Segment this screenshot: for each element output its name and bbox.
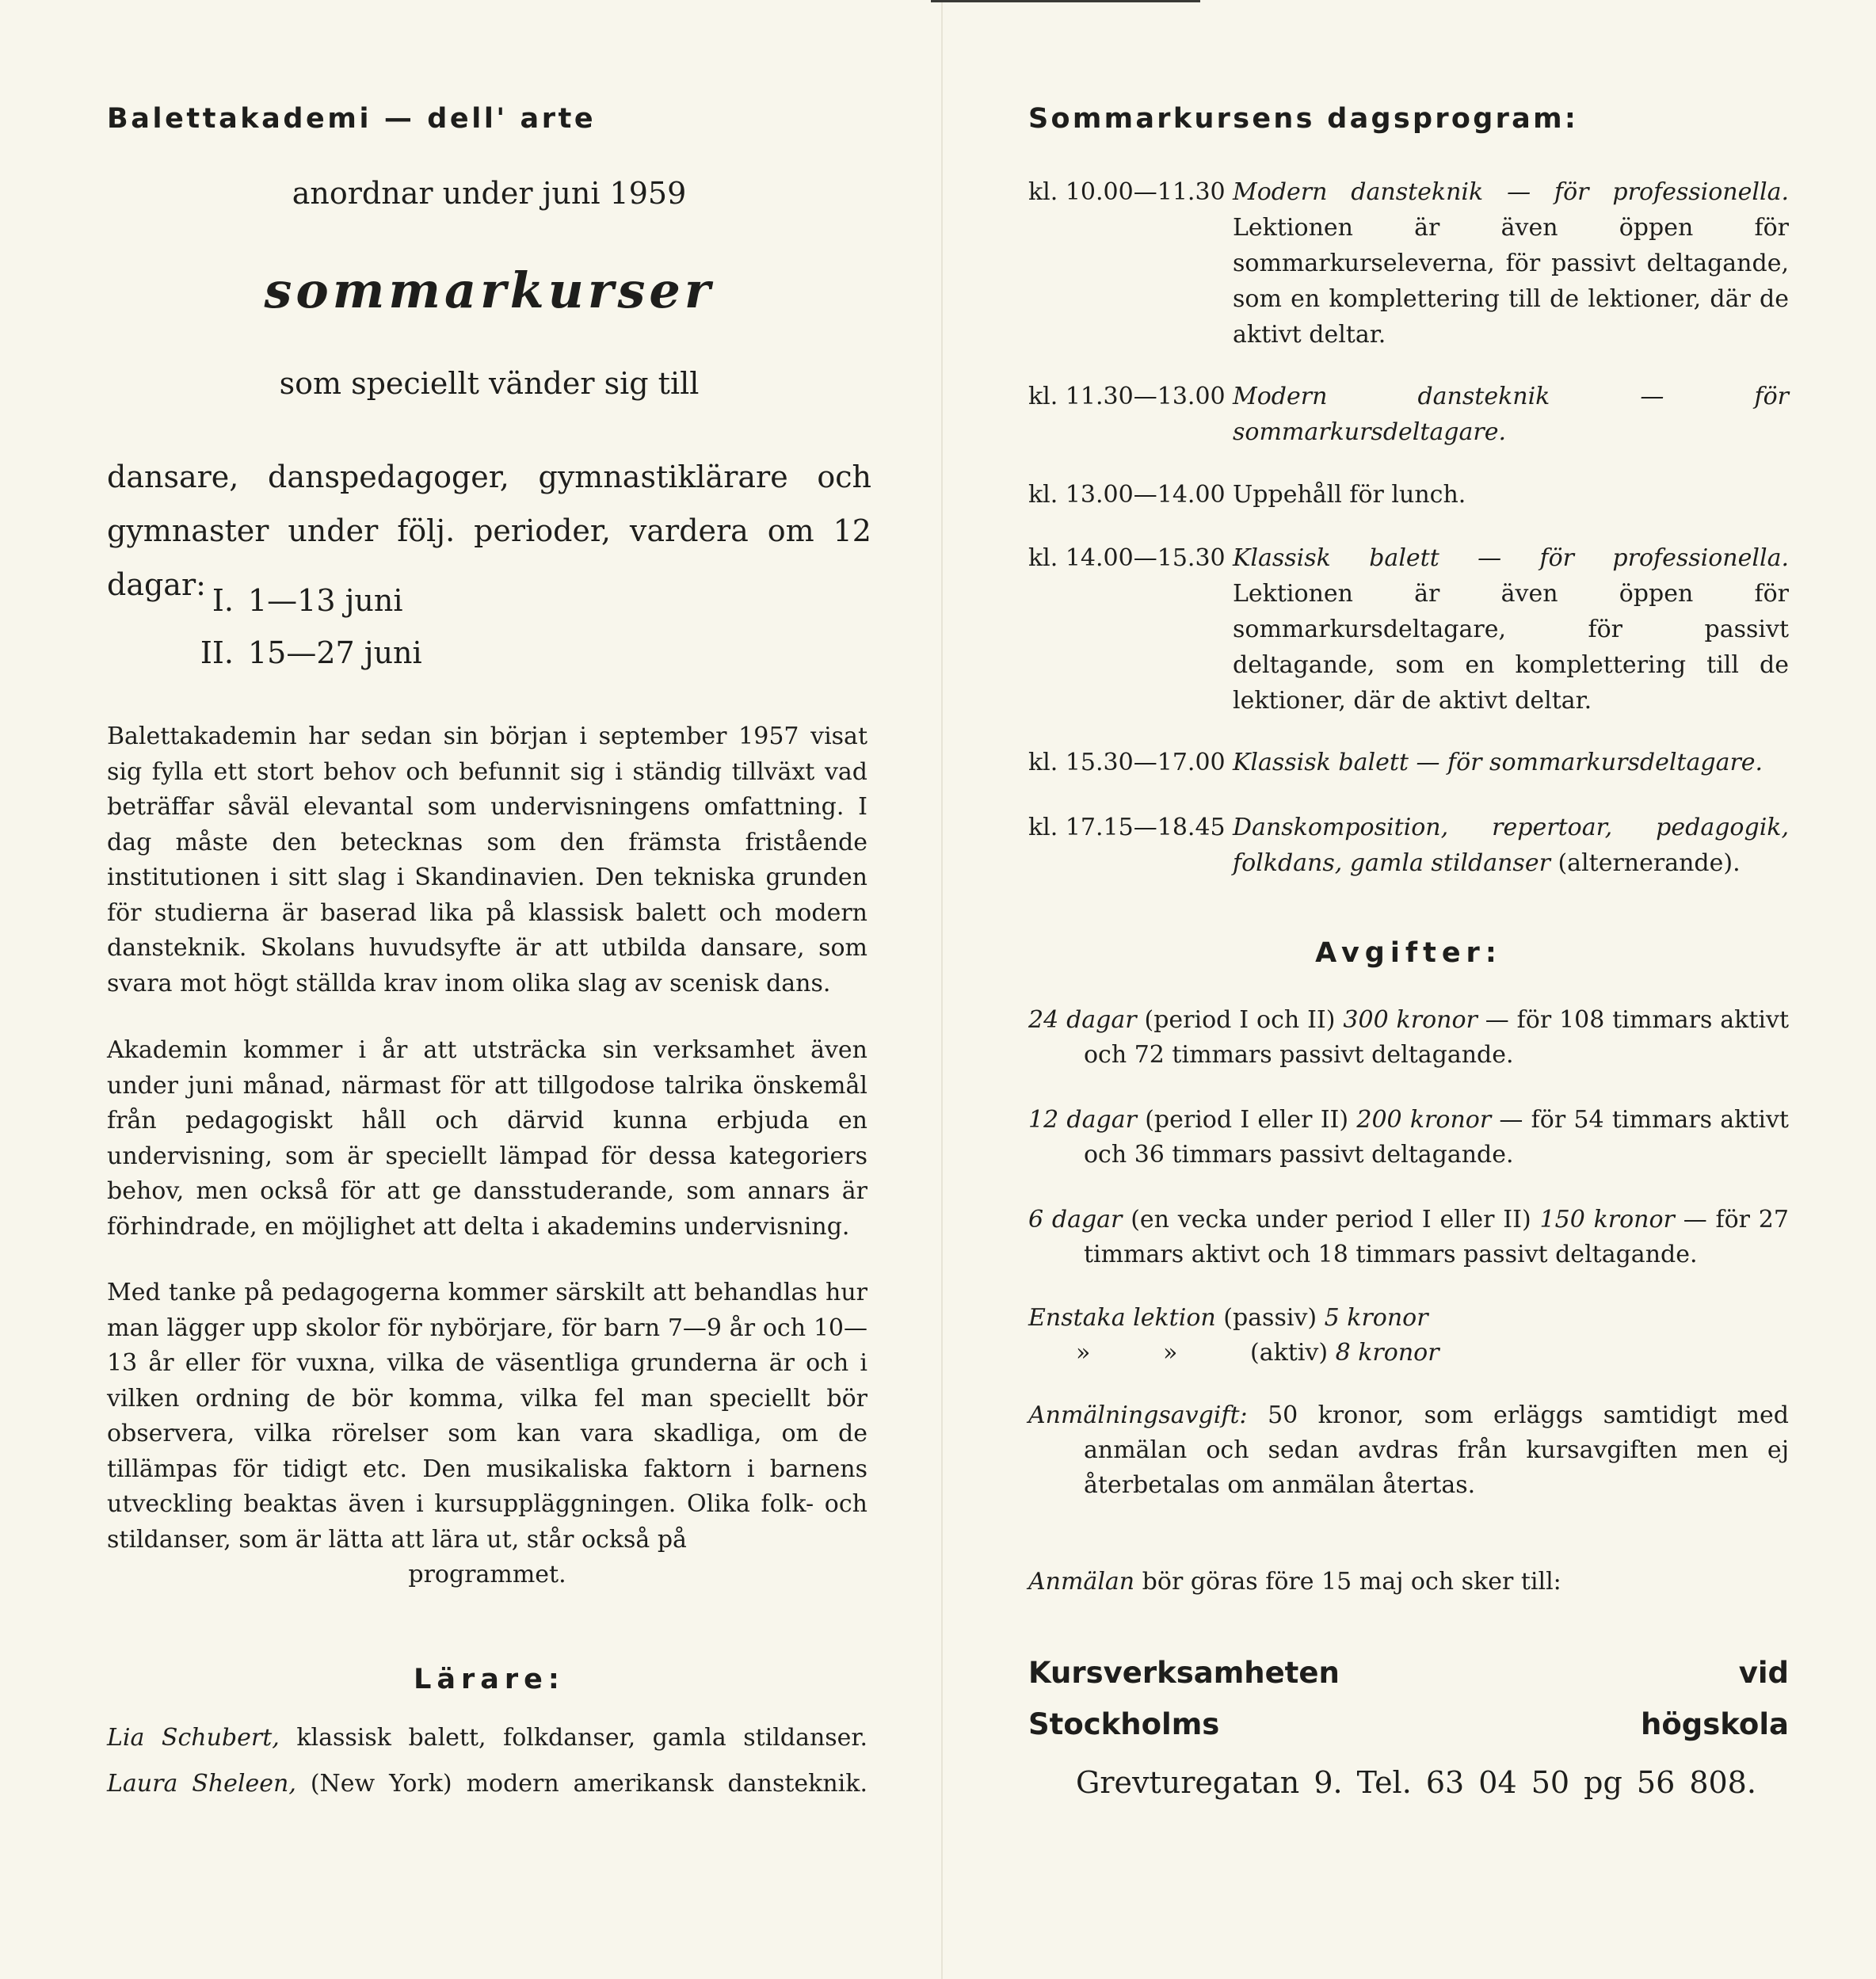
paragraph-history: Balettakademin har sedan sin början i september 1957 visat sig fylla ett stort behov och befunnit sig i ständig tillväxt vad beträffar såväl elevantal som undervisningens omfattning. I dag måste den betecknas som den främsta fristående institutionen i sitt slag i Skandinavien. Den tekniska grunden för studierna är baserad lika på klassisk balett och modern dansteknik. Skolans huvudsyfte är att utbilda dansare, som svara mot högt ställda krav inom olika slag av scenisk dans.	[107, 723, 867, 997]
fee-item: 12 dagar (period I eller II) 200 kronor — för 54 timmars aktivt och 36 timmars passivt deltagande.	[1028, 1106, 1789, 1169]
single-lesson-active: » » (aktiv) 8 kronor	[1076, 1339, 1439, 1367]
schedule-row: kl. 11.30—13.00 Modern dansteknik — för sommarkursdeltagare.	[1028, 383, 1789, 446]
schedule-row: kl. 17.15—18.45 Danskomposition, repertoar, pedagogik, folkdans, gamla stildanser (alternerande).	[1028, 814, 1789, 877]
period-item: I. 1—13 juni	[212, 583, 403, 618]
registration-note: Anmälan bör göras före 15 maj och sker till:	[1028, 1568, 1561, 1596]
fee-item: 24 dagar (period I och II) 300 kronor — för 108 timmars aktivt och 72 timmars passivt deltagande.	[1028, 1006, 1790, 1069]
single-lesson-passive: Enstaka lektion (passiv) 5 kronor	[1028, 1304, 1428, 1332]
address-line: Grevturegatan 9. Tel. 63 04 50 pg 56 808.	[1076, 1765, 1756, 1800]
schedule-row: kl. 14.00—15.30 Klassisk balett — för professionella. Lektionen är även öppen för sommarkursdeltagare, för passivt deltagande, som en komplettering till de lektioner, där de aktivt deltar.	[1028, 544, 1789, 715]
paragraph-summer: Akademin kommer i år att utsträcka sin verksamhet även under juni månad, närmast för att tillgodose talrika önskemål från pedagogiskt håll och därvid kunna erbjuda en undervisning, som är speciellt lämpad för dessa kategoriers behov, men också för att ge dansstuderande, som annars är förhindrade, en möjlighet att delta i akademins undervisning.	[107, 1036, 867, 1241]
teacher-item: Laura Sheleen, (New York) modern amerikansk dansteknik.	[107, 1770, 867, 1798]
announce-line: anordnar under juni 1959	[292, 176, 687, 211]
schedule-row: kl. 15.30—17.00 Klassisk balett — för sommarkursdeltagare.	[1028, 749, 1764, 776]
schedule-row: kl. 13.00—14.00 Uppehåll för lunch.	[1028, 481, 1466, 509]
announce-target: dansare, danspedagoger, gymnastiklärare och gymnaster under följ. perioder, vardera om 12 dagar:	[107, 459, 871, 602]
top-edge-line	[931, 0, 1200, 2]
teachers-heading: Lärare:	[414, 1664, 565, 1695]
organizer-line2: Stockholms högskola	[1028, 1707, 1789, 1741]
period-item: II. 15—27 juni	[200, 635, 422, 670]
period-list	[178, 574, 422, 679]
academy-header: Balettakademi — dell' arte	[107, 103, 597, 135]
center-fold	[941, 0, 943, 1979]
announce-title: sommarkurser	[264, 261, 715, 319]
teacher-item: Lia Schubert, klassisk balett, folkdanser, gamla stildanser.	[107, 1724, 868, 1752]
schedule-row: kl. 10.00—11.30 Modern dansteknik — för professionella. Lektionen är även öppen för sommarkurseleverna, för passivt deltagande, som en komplettering till de lektioner, där de aktivt deltar.	[1028, 178, 1789, 349]
fees-heading: Avgifter:	[1315, 937, 1502, 969]
organizer-line1: Kursverksamheten vid	[1028, 1656, 1789, 1690]
registration-fee: Anmälningsavgift: 50 kronor, som erläggs samtidigt med anmälan och sedan avdras från kursavgiften men ej återbetalas om anmälan återtas.	[1028, 1401, 1789, 1499]
fee-item: 6 dagar (en vecka under period I eller II) 150 kronor — för 27 timmars aktivt och 18 timmars passivt deltagande.	[1028, 1206, 1789, 1268]
schedule-header: Sommarkursens dagsprogram:	[1028, 103, 1579, 135]
announce-sub: som speciellt vänder sig till	[279, 366, 700, 401]
paragraph-pedagogy: Med tanke på pedagogerna kommer särskilt att behandlas hur man lägger upp skolor för nybörjare, för barn 7—9 år och 10—13 år eller för vuxna, vilka de väsentliga grunderna är och i vilken ordning de bör komma, vilka fel man speciellt bör observera, vilka rörelser som kan vara skadliga, om de tillämpas för tidigt etc. Den musikaliska faktorn i barnens utveckling beaktas även i kursuppläggningen. Olika folk- och stildanser, som är lätta att lära ut, står också på programmet.	[107, 1279, 867, 1588]
